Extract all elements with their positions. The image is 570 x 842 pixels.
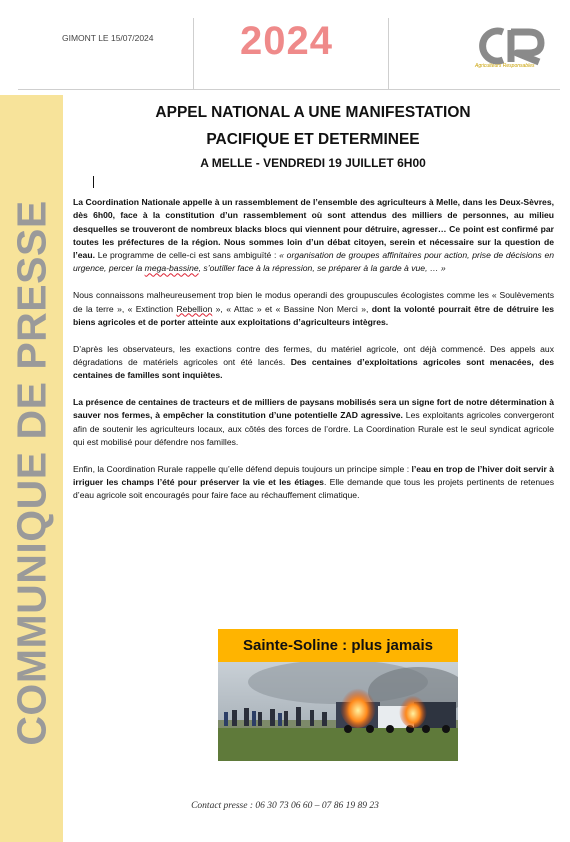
header-divider (193, 18, 194, 90)
protest-photo (218, 662, 458, 761)
paragraph-text: « organisation de groupes affinitaires pour action, prise de décisions en urgence, percer la (73, 250, 554, 274)
paragraph-text: . Elle demande que tous les projets pertinents de retenues d’eau agricole soit encouragés pour faire face au réchauffement climatique. (73, 477, 554, 501)
headline-line-2: PACIFIQUE ET DETERMINEE (206, 131, 420, 148)
press-release-body (73, 196, 554, 516)
header-rule (18, 89, 560, 90)
paragraph (73, 463, 554, 503)
paragraph-text: Rebellion (176, 303, 213, 314)
paragraph (73, 396, 554, 449)
paragraph-text: Nous connaissons malheureusement trop bien le modus operandi des groupuscules écologistes comme les « Soulèvements de la terre », « Extinction (73, 290, 554, 314)
text-cursor (93, 176, 94, 188)
news-photo-block (218, 629, 458, 761)
paragraph-text: , s’outiller face à la répression, se préparer à la garde à vue, … » (198, 263, 446, 274)
event-line: A MELLE - VENDREDI 19 JUILLET 6H00 (200, 156, 426, 170)
logo-subtitle: Agriculteurs Responsables (475, 63, 535, 69)
paragraph-text: D’après les observateurs, les exactions contre des fermes, du matériel agricole, ont déjà commencé. Des appels aux dégradations de matériels agricoles ont été lancés. (73, 343, 554, 367)
press-release-label: COMMUNIQUE DE PRESSE (8, 200, 55, 746)
paragraph-text: Enfin, la Coordination Rurale rappelle qu’elle défend depuis toujours un principe simple : (73, 463, 412, 474)
paragraph-text: Le programme de celle-ci est sans ambiguïté : (94, 250, 277, 261)
paragraph-text: La Coordination Nationale appelle à un rassemblement de l’ensemble des agriculteurs à Melle, dans les Deux-Sèvres, dès 6h00, face à la constitution d’un rassemblement où sont attendus des milliers de personnes, au milieu desquelles se trouveront de nombreux blacks blocs qui viennent pour détruire, agresser… Ce point est confirmé par toutes les préfectures de la région. Nous sommes loin d’un débat citoyen, serein et nécessaire sur la question de l’eau. (73, 197, 554, 261)
paragraph (73, 196, 554, 276)
paragraph-text: l’eau en trop de l’hiver doit servir à irriguer les champs l’été pour préserver la vie et les étiages (73, 463, 554, 488)
header-divider (388, 18, 389, 90)
release-date: GIMONT LE 15/07/2024 (62, 33, 154, 43)
year-heading: 2024 (240, 19, 333, 63)
photo-caption: Sainte-Soline : plus jamais (218, 629, 458, 662)
paragraph-text: La présence de centaines de tracteurs et de milliers de paysans mobilisés sera un signe fort de notre détermination à sauver nos fermes, à empêcher la constitution d’une potentielle ZAD agressive. (73, 397, 554, 421)
headline-line-1: APPEL NATIONAL A UNE MANIFESTATION (155, 104, 471, 121)
paragraph-text: dont la volonté pourrait être de détruire les biens agricoles et de porter atteinte aux exploitations d’agriculteurs intègres. (73, 303, 554, 327)
paragraph (73, 289, 554, 329)
paragraph-text: Des centaines d’exploitations agricoles sont menacées, des centaines de familles sont inquiètes. (73, 356, 554, 381)
letterhead (0, 0, 570, 96)
paragraph-text: », « Attac » et « Bassine Non Merci », (212, 303, 372, 314)
press-contact: Contact presse : 06 30 73 06 60 – 07 86 19 89 23 (191, 801, 379, 811)
cr-logo (473, 26, 553, 74)
paragraph (73, 343, 554, 383)
paragraph-text: mega-bassine (144, 263, 199, 274)
paragraph-text: Les exploitants agricoles convergeront afin de soutenir les agriculteurs locaux, aux côtés des forces de l’ordre. La Coordination Rurale est le seul syndicat agricole qui est mobilisé pour défendre nos familles. (73, 410, 555, 447)
